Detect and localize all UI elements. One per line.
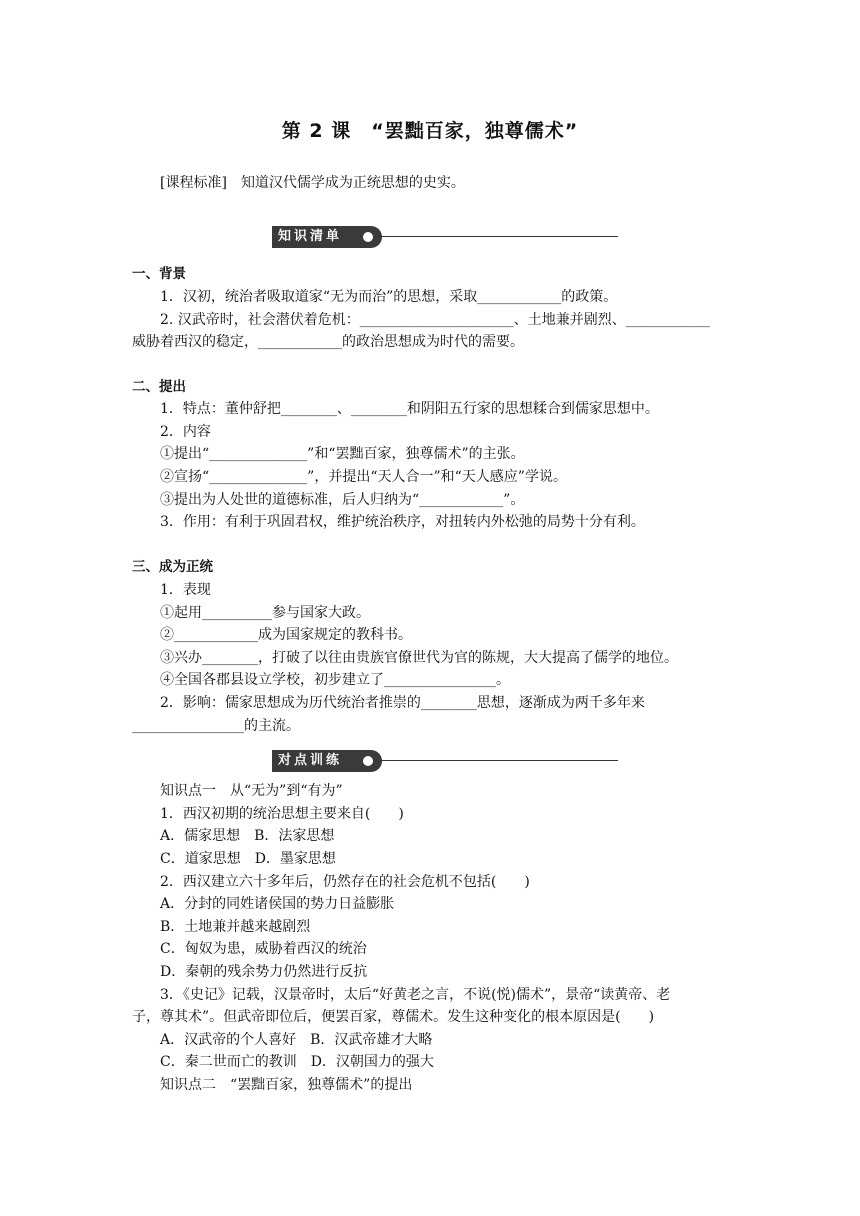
- section-background-heading: 一、背景: [132, 266, 186, 282]
- course-standard-text: 知道汉代儒学成为正统思想的史实。: [240, 175, 465, 191]
- text-line: 威胁着西汉的稳定，____________的政治思想成为时代的需要。: [132, 334, 524, 350]
- banner-rule: [380, 760, 618, 761]
- question-3-options-ab: A．汉武帝的个人喜好 B．汉武帝雄才大略: [160, 1032, 433, 1048]
- text-line: 1．汉初，统治者吸取道家“无为而治”的思想，采取____________的政策。: [160, 289, 618, 305]
- text-line: 1．特点：董仲舒把________、________和阴阳五行家的思想糅合到儒家思想中。: [160, 401, 659, 417]
- knowledge-point-1: 知识点一 从“无为”到“有为”: [160, 783, 343, 799]
- text-line: ①起用__________参与国家大政。: [160, 605, 370, 621]
- course-standard: [160, 172, 732, 194]
- text-line: 2. 汉武帝时，社会潜伏着危机：______________________、土地兼并剧烈、____________: [160, 312, 710, 328]
- section-proposal-heading: 二、提出: [132, 379, 186, 395]
- question-1: 1．西汉初期的统治思想主要来自( ): [160, 806, 404, 822]
- text-line: 3．作用：有利于巩固君权，维护统治秩序，对扭转内外松弛的局势十分有利。: [160, 514, 645, 530]
- question-2-option-d: D．秦朝的残余势力仍然进行反抗: [160, 964, 368, 980]
- banner-rule: [380, 236, 618, 237]
- question-2: 2．西汉建立六十多年后，仍然存在的社会危机不包括( ): [160, 874, 530, 890]
- practice-banner: [272, 750, 618, 772]
- question-1-options-cd: C．道家思想 D．墨家思想: [160, 851, 336, 867]
- question-2-option-a: A．分封的同姓诸侯国的势力日益膨胀: [160, 896, 395, 912]
- section-orthodoxy-heading: 三、成为正统: [132, 559, 213, 575]
- text-line: ②____________成为国家规定的教科书。: [160, 627, 412, 643]
- knowledge-point-2: 知识点二 “罢黜百家，独尊儒术”的提出: [160, 1077, 413, 1093]
- question-3: 3．《史记》记载，汉景帝时，太后“好黄老之言，不说(悦)儒术”，景帝“读黄帝、老: [160, 987, 671, 1003]
- text-line: ①提出“______________”和“罢黜百家，独尊儒术”的主张。: [160, 446, 525, 462]
- text-line: 1．表现: [160, 582, 211, 598]
- text-line: ④全国各郡县设立学校，初步建立了________________。: [160, 672, 510, 688]
- text-line: ________________的主流。: [132, 718, 300, 734]
- text-line: 2．影响：儒家思想成为历代统治者推崇的________思想，逐渐成为两千多年来: [160, 695, 645, 711]
- knowledge-list-banner: [272, 226, 618, 248]
- lesson-title: 第 2 课 “罢黜百家，独尊儒术”: [281, 120, 579, 142]
- knowledge-list-tag: 知识清单: [272, 226, 382, 248]
- question-2-option-c: C．匈奴为患，威胁着西汉的统治: [160, 941, 367, 957]
- question-1-options-ab: A．儒家思想 B．法家思想: [160, 828, 335, 844]
- text-line: ③兴办________，打破了以往由贵族官僚世代为官的陈规，大大提高了儒学的地位。: [160, 650, 678, 666]
- practice-tag: 对点训练: [272, 750, 382, 772]
- banner-dot-icon: [363, 232, 373, 242]
- question-3-options-cd: C．秦二世而亡的教训 D．汉朝国力的强大: [160, 1054, 434, 1070]
- text-line: ②宣扬“______________”，并提出“天人合一”和“天人感应”学说。: [160, 469, 567, 485]
- course-standard-label: [课程标准]: [160, 175, 227, 191]
- banner-dot-icon: [363, 756, 373, 766]
- question-2-option-b: B．土地兼并越来越剧烈: [160, 919, 311, 935]
- text-line: 2．内容: [160, 424, 211, 440]
- question-3-cont: 子，尊其术”。但武帝即位后，便罢百家，尊儒术。发生这种变化的根本原因是( ): [132, 1009, 655, 1025]
- text-line: ③提出为人处世的道德标准，后人归纳为“____________”。: [160, 492, 525, 508]
